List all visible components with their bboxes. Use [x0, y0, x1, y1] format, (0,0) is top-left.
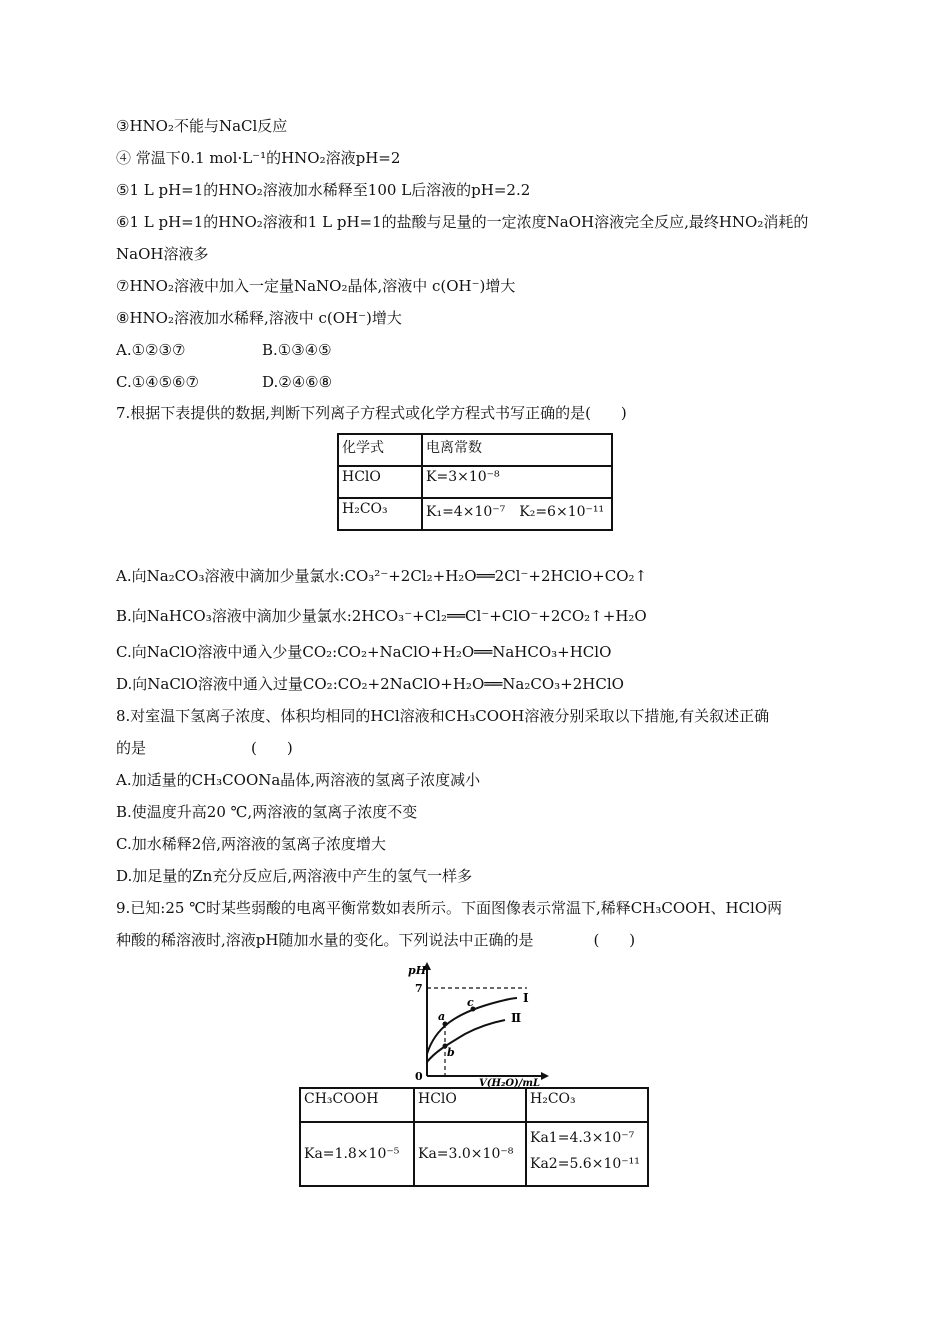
q9-h2co3-ka2: Ka2=5.6×10⁻¹¹ [530, 1156, 640, 1172]
q9-cell-hclo-ka: Ka=3.0×10⁻⁸ [414, 1122, 526, 1186]
item-3: ③HNO₂不能与NaCl反应 [116, 117, 288, 135]
q8-stem-line1: 8.对室温下氢离子浓度、体积均相同的HCl溶液和CH₃COOH溶液分别采取以下措施,有关叙述正确 [116, 707, 770, 725]
q9-h2co3-ka1: Ka1=4.3×10⁻⁷ [530, 1130, 635, 1146]
point-b-label: b [447, 1046, 455, 1059]
q7-table [337, 433, 613, 531]
q7-th-constant: 电离常数 [422, 434, 612, 466]
point-a-label: a [438, 1010, 446, 1023]
q9-cell-h2co3-ka [526, 1122, 648, 1186]
item-8: ⑧HNO₂溶液加水稀释,溶液中 c(OH⁻)增大 [116, 309, 402, 327]
ytick-7: 7 [415, 982, 423, 995]
q7-cell-h2co3-k: K₁=4×10⁻⁷ K₂=6×10⁻¹¹ [422, 498, 612, 530]
curve-2 [427, 1020, 505, 1062]
q7-option-a: A.向Na₂CO₃溶液中滴加少量氯水:CO₃²⁻+2Cl₂+H₂O══2Cl⁻+2HClO+CO₂↑ [116, 567, 648, 585]
q9-th-h2co3: H₂CO₃ [526, 1088, 648, 1122]
point-c-label: c [467, 996, 474, 1009]
q8-option-a: A.加适量的CH₃COONa晶体,两溶液的氢离子浓度减小 [116, 771, 481, 789]
curve-2-label: Ⅱ [511, 1011, 522, 1025]
x-axis-arrow [541, 1072, 549, 1080]
q9-ph-graph [405, 958, 565, 1088]
q8-option-c: C.加水稀释2倍,两溶液的氢离子浓度增大 [116, 835, 387, 853]
q6-option-d: D.②④⑥⑧ [262, 373, 333, 391]
origin-label: 0 [415, 1070, 423, 1083]
q7-stem: 7.根据下表提供的数据,判断下列离子方程式或化学方程式书写正确的是( ) [116, 404, 627, 422]
q8-stem-line2: 的是 ( ) [116, 739, 293, 757]
item-6-line1: ⑥1 L pH=1的HNO₂溶液和1 L pH=1的盐酸与足量的一定浓度NaOH溶液完全反应,最终HNO₂消耗的 [116, 213, 809, 231]
q7-cell-hclo: HClO [338, 466, 422, 498]
q7-option-d: D.向NaClO溶液中通入过量CO₂:CO₂+2NaClO+H₂O══Na₂CO₃+2HClO [116, 675, 624, 693]
q6-option-c: C.①④⑤⑥⑦ [116, 373, 199, 391]
q7-th-formula: 化学式 [338, 434, 422, 466]
q8-option-b: B.使温度升高20 ℃,两溶液的氢离子浓度不变 [116, 803, 418, 821]
q7-option-b: B.向NaHCO₃溶液中滴加少量氯水:2HCO₃⁻+Cl₂══Cl⁻+ClO⁻+2CO₂↑+H₂O [116, 607, 647, 625]
q9-stem-line1: 9.已知:25 ℃时某些弱酸的电离平衡常数如表所示。下面图像表示常温下,稀释CH₃COOH、HClO两 [116, 899, 783, 917]
curve-1-label: Ⅰ [523, 991, 529, 1005]
item-7: ⑦HNO₂溶液中加入一定量NaNO₂晶体,溶液中 c(OH⁻)增大 [116, 277, 516, 295]
q6-option-b: B.①③④⑤ [262, 341, 332, 359]
item-4: ④ 常温下0.1 mol·L⁻¹的HNO₂溶液pH=2 [116, 149, 401, 167]
q8-option-d: D.加足量的Zn充分反应后,两溶液中产生的氢气一样多 [116, 867, 473, 885]
q9-table [299, 1087, 649, 1187]
y-axis-label: pH [408, 964, 427, 977]
q6-option-a: A.①②③⑦ [116, 341, 186, 359]
q9-stem-line2: 种酸的稀溶液时,溶液pH随加水量的变化。下列说法中正确的是 ( ) [116, 931, 636, 949]
q9-cell-ch3cooh-ka: Ka=1.8×10⁻⁵ [300, 1122, 414, 1186]
q7-option-c: C.向NaClO溶液中通入少量CO₂:CO₂+NaClO+H₂O══NaHCO₃+HClO [116, 643, 612, 661]
x-axis-label: V(H₂O)/mL [479, 1078, 541, 1088]
q7-cell-h2co3: H₂CO₃ [338, 498, 422, 530]
item-5: ⑤1 L pH=1的HNO₂溶液加水稀释至100 L后溶液的pH=2.2 [116, 181, 531, 199]
q9-th-ch3cooh: CH₃COOH [300, 1088, 414, 1122]
q9-th-hclo: HClO [414, 1088, 526, 1122]
item-6-line2: NaOH溶液多 [116, 245, 209, 263]
q7-cell-hclo-k: K=3×10⁻⁸ [422, 466, 612, 498]
